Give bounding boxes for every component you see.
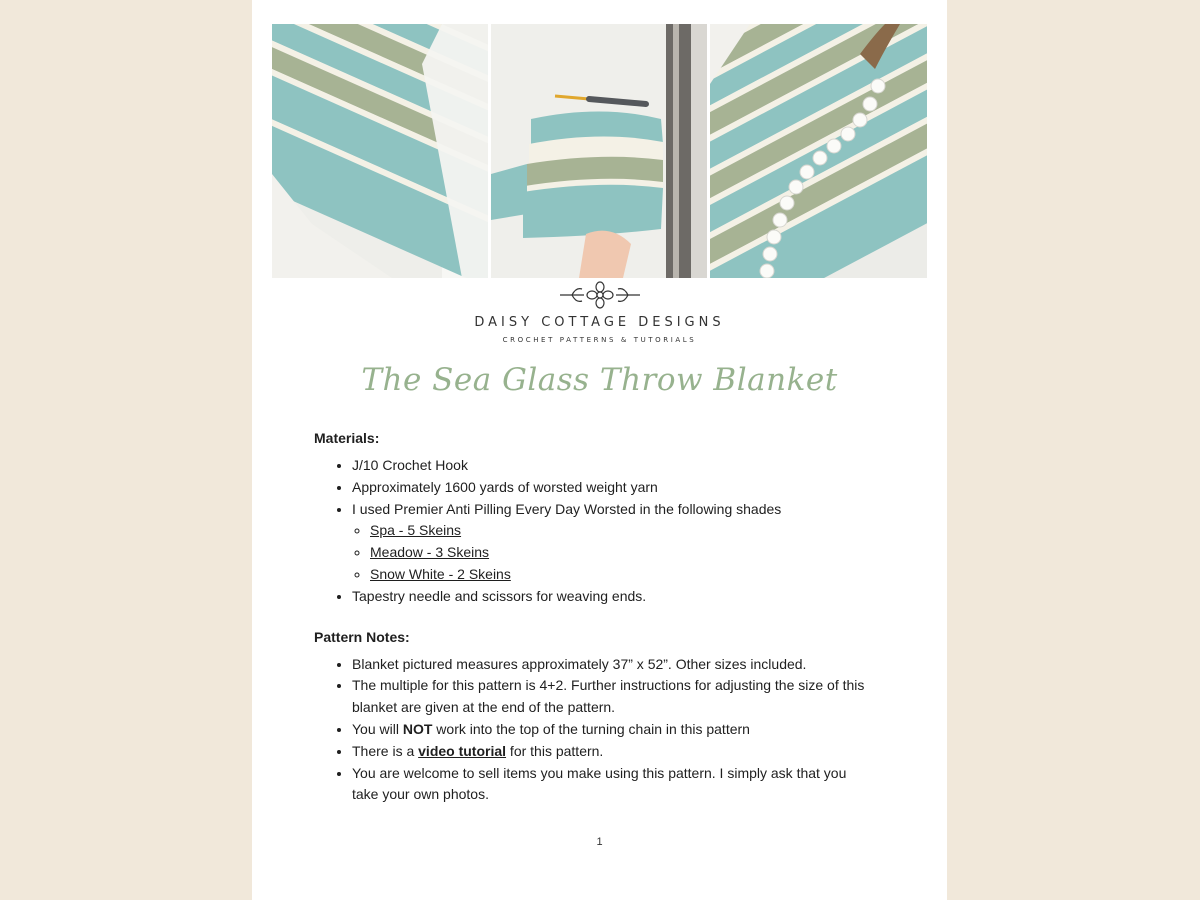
brand-tagline: CROCHET PATTERNS & TUTORIALS bbox=[502, 336, 697, 344]
list-item: • Approximately 1600 yards of worsted weight yarn bbox=[352, 477, 874, 499]
list-item bbox=[370, 564, 874, 586]
photo-collage bbox=[272, 24, 927, 278]
video-tutorial-link[interactable]: video tutorial bbox=[418, 742, 507, 759]
emphasis-not: NOT bbox=[402, 720, 433, 737]
list-item-text: There is a bbox=[352, 742, 419, 759]
shades-list bbox=[352, 520, 874, 585]
pattern-page bbox=[252, 0, 947, 900]
materials-list bbox=[314, 455, 874, 608]
list-item-text: I used Premier Anti Pilling Every Day Worsted in the following shades bbox=[352, 500, 782, 517]
pattern-content bbox=[314, 427, 874, 806]
list-item bbox=[370, 520, 874, 542]
materials-heading: Materials: bbox=[314, 430, 380, 446]
page-title: The Sea Glass Throw Blanket bbox=[361, 362, 838, 398]
list-item: • Tapestry needle and scissors for weaving ends. bbox=[352, 586, 874, 608]
snow-white-yarn-link[interactable]: Snow White - 2 Skeins bbox=[370, 565, 511, 582]
list-item: • You are welcome to sell items you make using this pattern. I simply ask that you take your own photos. bbox=[352, 763, 874, 807]
blanket-photo-chair bbox=[272, 24, 488, 278]
list-item-text: for this pattern. bbox=[506, 742, 604, 759]
list-item-text: You will bbox=[352, 720, 403, 737]
blanket-photo-hand-hook bbox=[491, 24, 707, 278]
list-item bbox=[352, 499, 874, 586]
list-item bbox=[352, 719, 874, 741]
pattern-notes-heading: Pattern Notes: bbox=[314, 628, 410, 645]
list-item-text: work into the top of the turning chain in this pattern bbox=[432, 720, 750, 737]
daisy-logo-icon bbox=[558, 281, 642, 309]
brand-name: DAISY COTTAGE DESIGNS bbox=[474, 315, 725, 330]
page-number: 1 bbox=[596, 836, 603, 848]
spa-yarn-link[interactable]: Spa - 5 Skeins bbox=[370, 522, 462, 539]
meadow-yarn-link[interactable]: Meadow - 3 Skeins bbox=[370, 544, 490, 561]
list-item: • J/10 Crochet Hook bbox=[352, 455, 874, 477]
list-item: • The multiple for this pattern is 4+2. Further instructions for adjusting the size of this blanket are given at the end of the pattern. bbox=[352, 675, 874, 719]
pattern-notes-list bbox=[314, 654, 874, 807]
blanket-photo-beads bbox=[710, 24, 927, 278]
brand-logo bbox=[252, 281, 947, 344]
list-item bbox=[370, 542, 874, 564]
list-item: • Blanket pictured measures approximately 37” x 52”. Other sizes included. bbox=[352, 654, 874, 676]
list-item bbox=[352, 741, 874, 763]
